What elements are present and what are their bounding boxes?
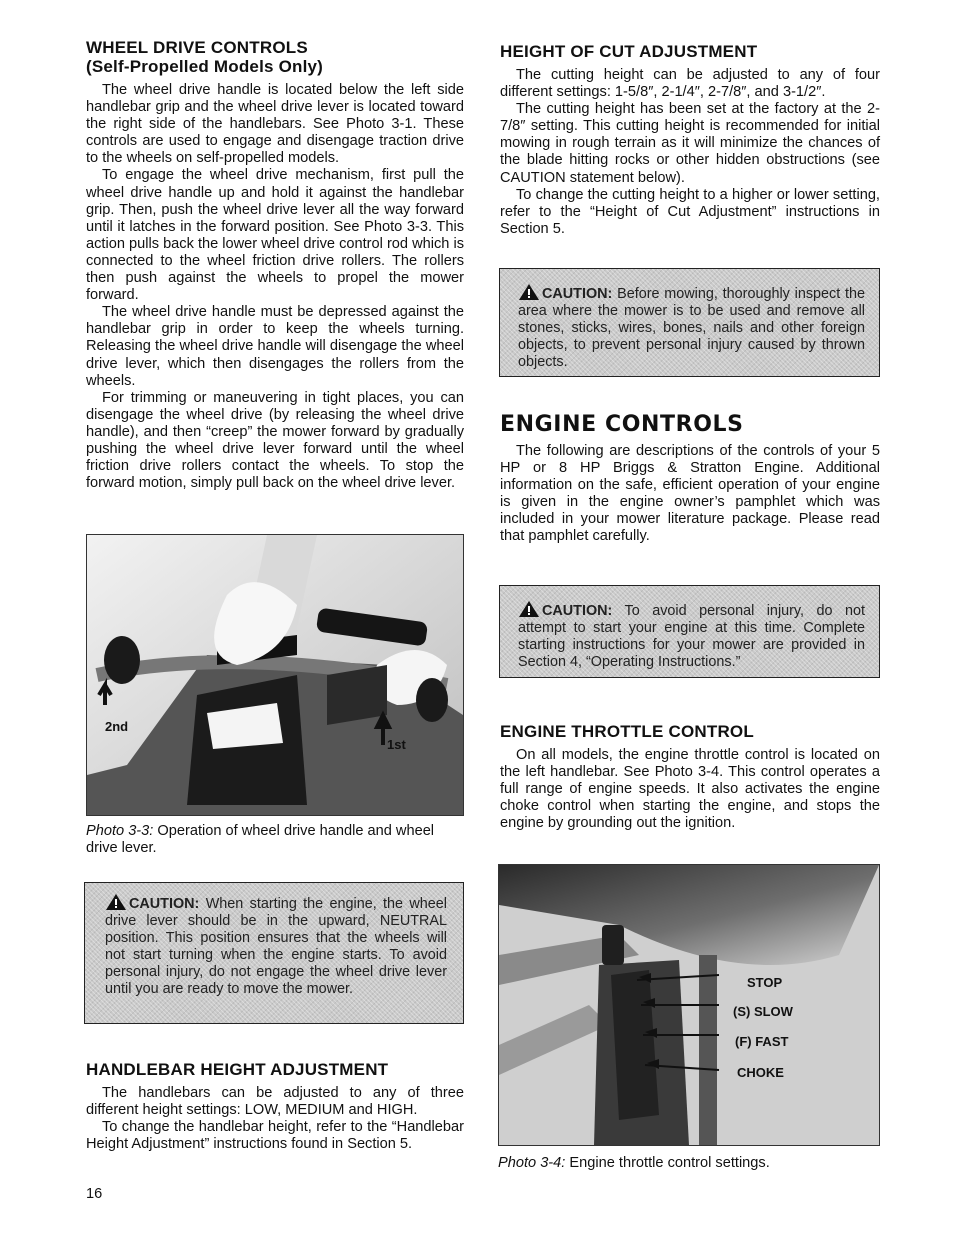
wheel-drive-section: [86, 38, 464, 492]
photo-3-3-caption-ref: Photo 3-3:: [86, 823, 154, 839]
caution-box-start-engine: [499, 585, 880, 678]
height-of-cut-para-1: The cutting height can be adjusted to any of four different settings: 1-5/8″, 2-1/4″, 2-7/8″, and 3-1/2″.: [500, 67, 880, 101]
caution-before-mowing-text: [518, 283, 865, 371]
page-number: 16: [86, 1186, 103, 1202]
wheel-drive-title: WHEEL DRIVE CONTROLS: [86, 38, 308, 57]
throttle-label-choke: CHOKE: [737, 1065, 784, 1080]
engine-controls-section: [500, 412, 880, 546]
throttle-section: [500, 722, 880, 832]
photo-3-3-caption: [86, 823, 466, 857]
throttle-label-fast: (F) FAST: [735, 1034, 789, 1049]
engine-controls-para-1: The following are descriptions of the controls of your 5 HP or 8 HP Briggs & Stratton Engine. Additional information on the safe, efficient operation of your engine is given in the engine owner’s pamphlet which was included in your mower literature package. Please read that pamphlet carefully.: [500, 443, 880, 545]
height-of-cut-title: HEIGHT OF CUT ADJUSTMENT: [500, 42, 758, 61]
caution-box-wheel-drive: [84, 882, 464, 1024]
throttle-para-1: On all models, the engine throttle control is located on the left handlebar. See Photo 3-4. This control operates a full range of engine speeds. It also activates the engine choke control when starting the engine, and stops the engine by grounding out the ignition.: [500, 747, 880, 832]
photo-3-3-caption-text: Operation of wheel drive handle and wheel drive lever.: [86, 823, 435, 856]
photo-3-4-caption-text: Engine throttle control settings.: [565, 1155, 770, 1171]
throttle-label-stop: STOP: [747, 975, 783, 990]
caution-start-engine-text: [518, 600, 865, 671]
caution-wheel-drive-text: [105, 893, 447, 998]
handlebar-section: [86, 1060, 464, 1153]
height-of-cut-section: [500, 42, 880, 238]
label-2nd: 2nd: [105, 719, 129, 734]
caution-keyword: CAUTION:: [542, 286, 613, 302]
wheel-drive-subtitle: (Self-Propelled Models Only): [86, 57, 324, 76]
caution-body: To avoid personal injury, do not attempt to start your engine at this time. Complete starting instructions for your mower are provided in Section 4, “Operating Instructions.”: [518, 603, 865, 670]
label-1st: 1st: [387, 737, 406, 752]
handlebar-para-2: To change the handlebar height, refer to the “Handlebar Height Adjustment” instructions found in Section 5.: [86, 1119, 464, 1153]
caution-keyword: CAUTION:: [129, 896, 200, 912]
handlebar-para-1: The handlebars can be adjusted to any of three different height settings: LOW, MEDIUM and HIGH.: [86, 1085, 464, 1119]
wheel-drive-para-2: To engage the wheel drive mechanism, first pull the wheel drive handle up and hold it against the handlebar grip. Then, push the wheel drive lever all the way forward until it latches in the forward position. See Photo 3-3. This action pulls back the lower wheel drive control rod which is connected to the wheel friction drive rollers. The rollers then push against the wheels to propel the mower forward.: [86, 167, 464, 304]
throttle-title: ENGINE THROTTLE CONTROL: [500, 722, 754, 741]
engine-controls-title: ENGINE CONTROLS: [500, 412, 744, 437]
photo-3-4-caption-ref: Photo 3-4:: [498, 1155, 566, 1171]
caution-body: Before mowing, thoroughly inspect the area where the mower is to be used and remove all stones, sticks, wires, bones, nails and other foreign objects, to prevent personal injury caused by thrown objects.: [518, 286, 865, 370]
photo-3-4: [498, 864, 880, 1146]
wheel-drive-para-1: The wheel drive handle is located below the left side handlebar grip and the wheel drive lever is located toward the right side of the handlebars. See Photo 3-1. These controls are used to engage and disengage traction drive to the wheels on self-propelled models.: [86, 82, 464, 167]
warning-triangle-icon: [105, 893, 127, 911]
photo-3-3-image: [87, 535, 463, 815]
warning-triangle-icon: [518, 283, 540, 301]
photo-3-3: [86, 534, 464, 816]
warning-triangle-icon: [518, 600, 540, 618]
caution-box-before-mowing: [499, 268, 880, 377]
caution-body: When starting the engine, the wheel drive lever should be in the upward, NEUTRAL position. This position ensures that the wheels will not start turning when the engine starts. To avoid personal injury, do not engage the wheel drive lever until you are ready to move the mower.: [105, 896, 447, 997]
wheel-drive-para-3: The wheel drive handle must be depressed against the handlebar grip in order to keep the wheels turning. Releasing the wheel drive handle will disengage the wheel drive lever, which then disengages the rollers from the wheels.: [86, 304, 464, 389]
throttle-label-slow: (S) SLOW: [733, 1004, 793, 1019]
caution-keyword: CAUTION:: [542, 603, 613, 619]
height-of-cut-para-3: To change the cutting height to a higher or lower setting, refer to the “Height of Cut Adjustment” instructions in Section 5.: [500, 186, 880, 237]
wheel-drive-para-4: For trimming or maneuvering in tight places, you can disengage the wheel drive (by releasing the wheel drive handle), and then “creep” the mower forward by gradually pushing the wheel drive lever forward until the wheel friction drive rollers contact the wheels. To stop the forward motion, simply pull back on the wheel drive lever.: [86, 389, 464, 492]
photo-3-4-caption: [498, 1155, 878, 1172]
handlebar-title: HANDLEBAR HEIGHT ADJUSTMENT: [86, 1060, 389, 1079]
height-of-cut-para-2: The cutting height has been set at the factory at the 2-7/8″ setting. This cutting height is recommended for initial mowing in rough terrain as it will minimize the chances of the blade hitting rocks or other hidden obstructions (see CAUTION statement below).: [500, 101, 880, 186]
photo-3-4-image: [499, 865, 879, 1145]
